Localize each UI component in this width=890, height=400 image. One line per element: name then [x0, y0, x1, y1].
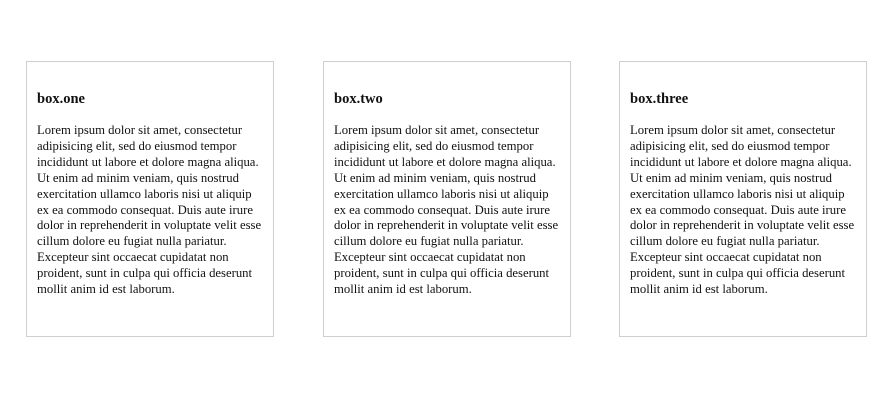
- box-two-text: Lorem ipsum dolor sit amet, consectetur adipisicing elit, sed do eiusmod tempor incididunt ut labore et dolore magna aliqua. Ut enim ad minim veniam, quis nostrud exercitation ullamco laboris nisi ut aliquip ex ea commodo consequat. Duis aute irure dolor in reprehenderit in voluptate velit esse cillum dolore eu fugiat nulla pariatur. Excepteur sint occaecat cupidatat non proident, sunt in culpa qui officia deserunt mollit anim id est laborum.: [334, 123, 559, 297]
- box-one: [26, 61, 274, 337]
- box-two: [323, 61, 571, 337]
- box-three-text: Lorem ipsum dolor sit amet, consectetur adipisicing elit, sed do eiusmod tempor incididunt ut labore et dolore magna aliqua. Ut enim ad minim veniam, quis nostrud exercitation ullamco laboris nisi ut aliquip ex ea commodo consequat. Duis aute irure dolor in reprehenderit in voluptate velit esse cillum dolore eu fugiat nulla pariatur. Excepteur sint occaecat cupidatat non proident, sunt in culpa qui officia deserunt mollit anim id est laborum.: [630, 123, 855, 297]
- box-three-title: box.three: [630, 91, 689, 107]
- box-three: [619, 61, 867, 337]
- box-one-text: Lorem ipsum dolor sit amet, consectetur adipisicing elit, sed do eiusmod tempor incididunt ut labore et dolore magna aliqua. Ut enim ad minim veniam, quis nostrud exercitation ullamco laboris nisi ut aliquip ex ea commodo consequat. Duis aute irure dolor in reprehenderit in voluptate velit esse cillum dolore eu fugiat nulla pariatur. Excepteur sint occaecat cupidatat non proident, sunt in culpa qui officia deserunt mollit anim id est laborum.: [37, 123, 262, 297]
- box-one-title: box.one: [37, 91, 85, 107]
- box-two-title: box.two: [334, 91, 383, 107]
